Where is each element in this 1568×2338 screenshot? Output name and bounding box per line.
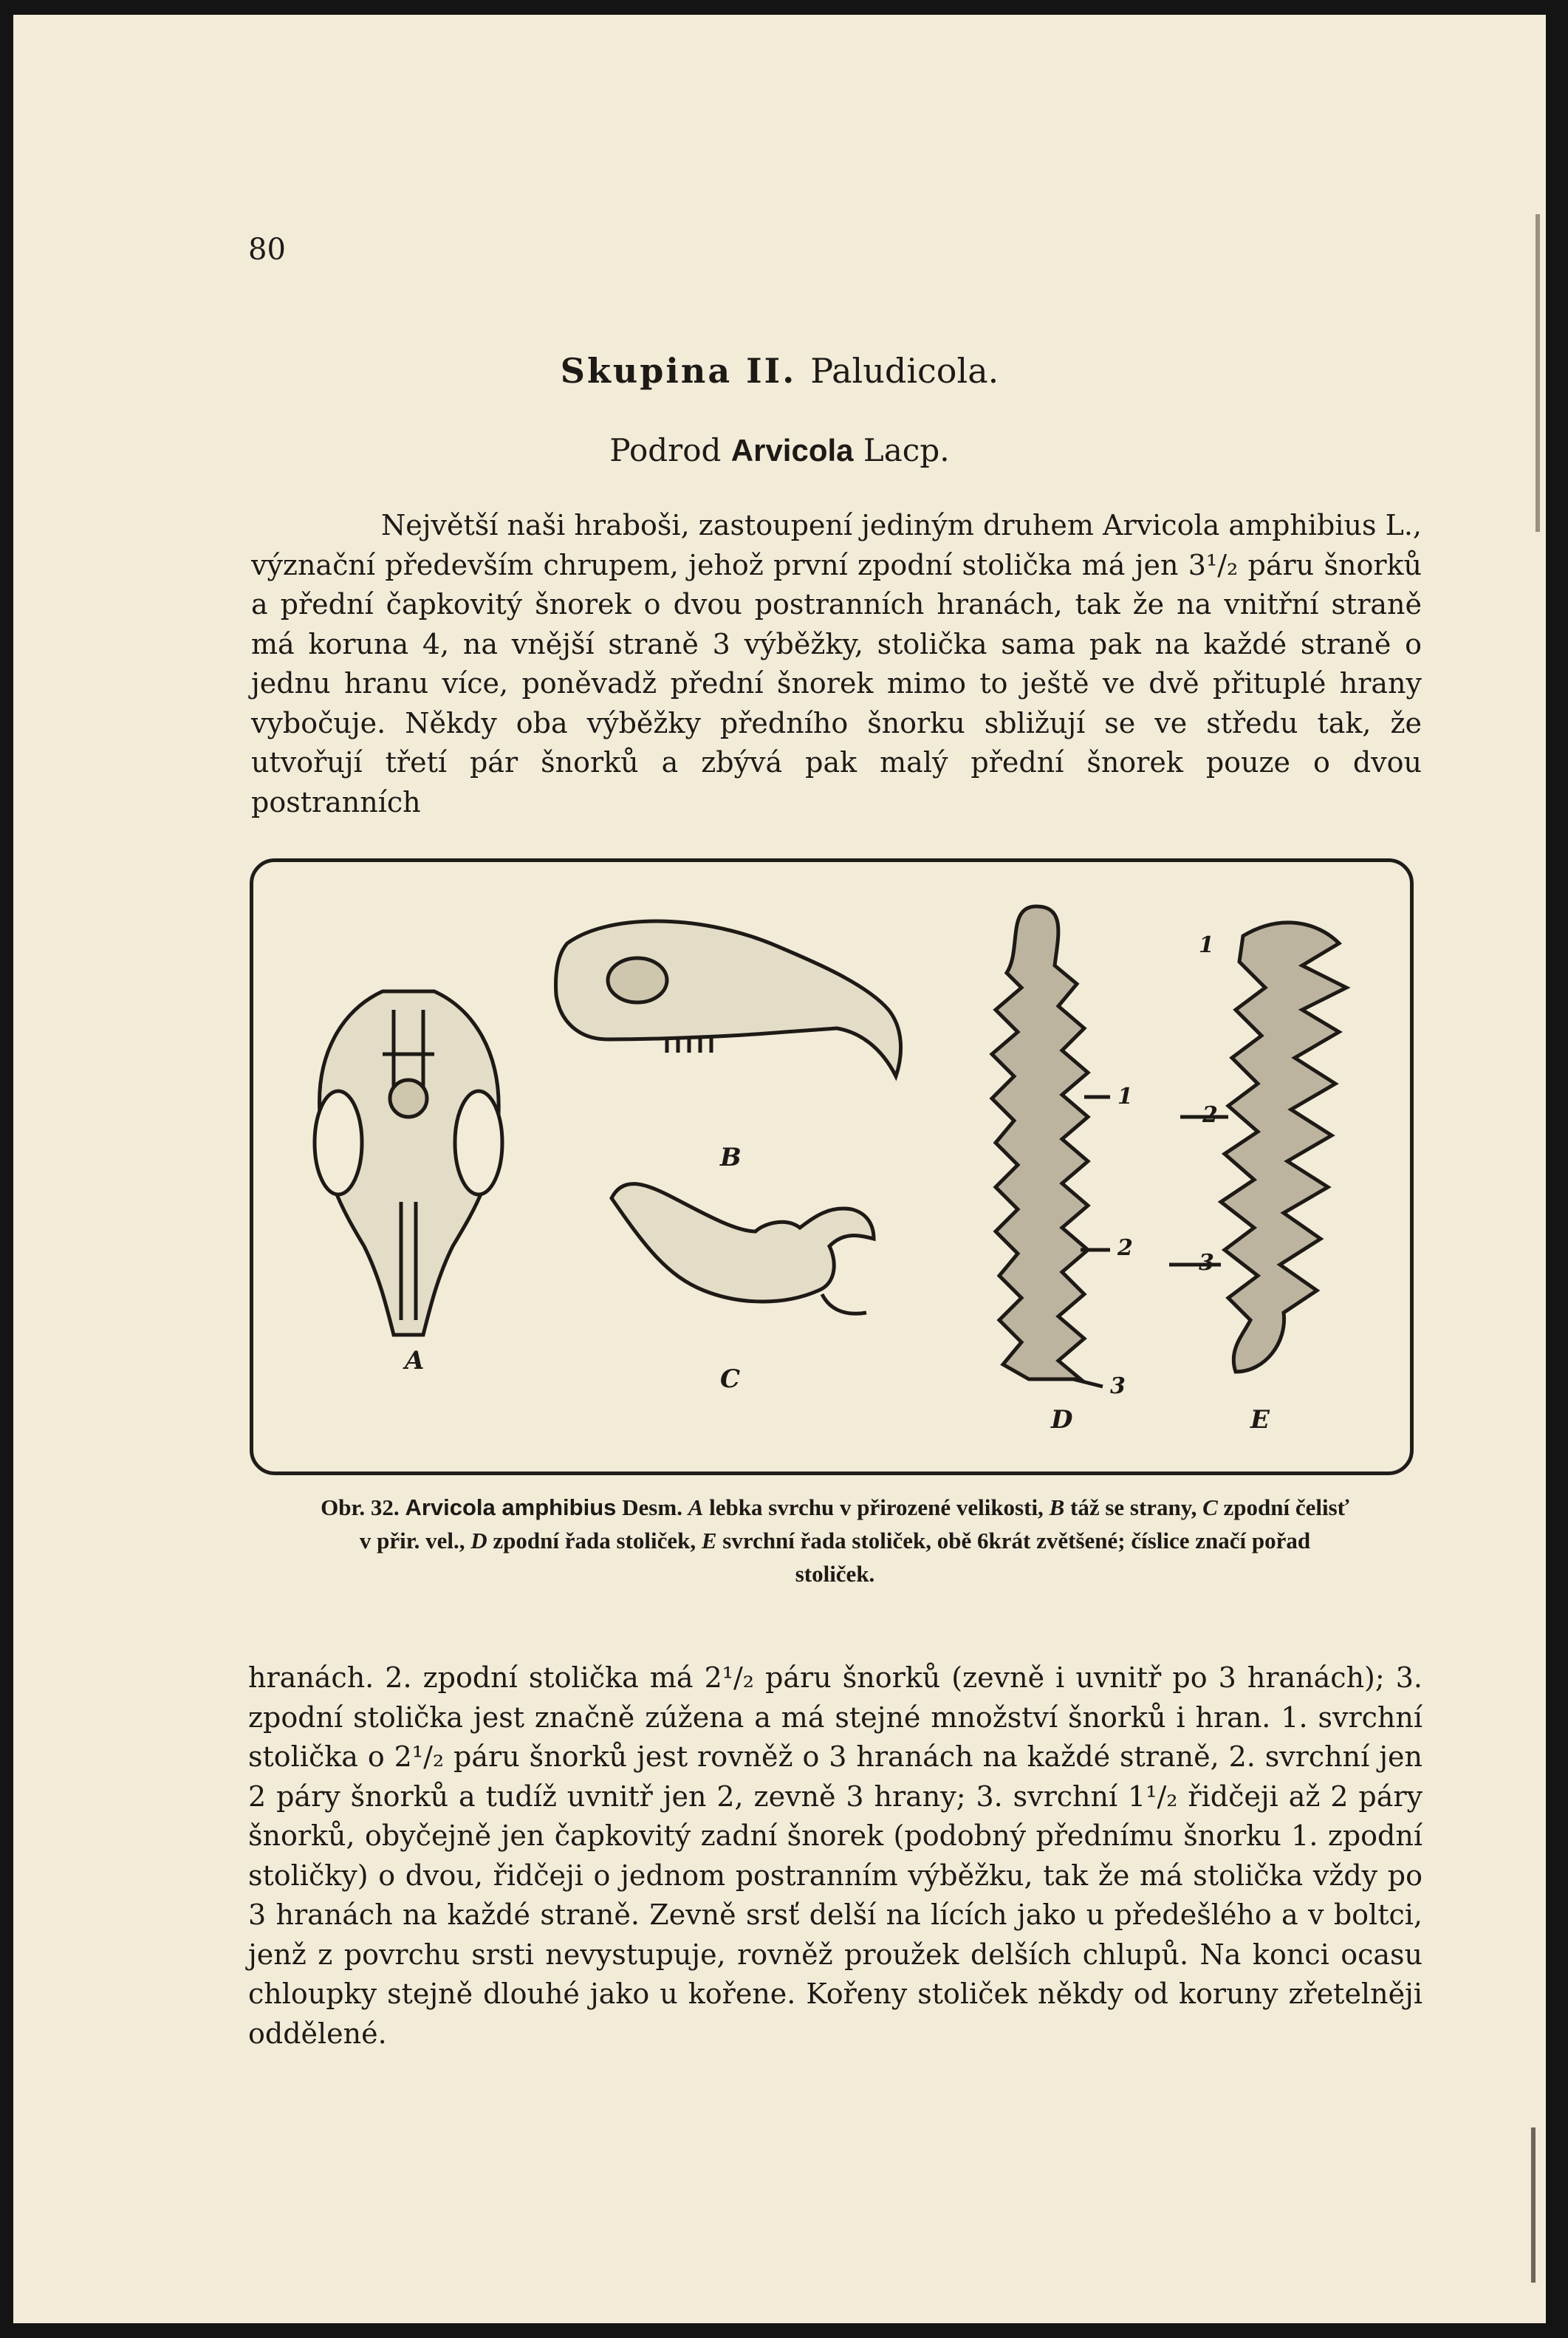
caption-text-b: táž se strany, xyxy=(1070,1494,1197,1520)
caption-letter-c: C xyxy=(1202,1494,1218,1520)
section-group-label: Skupina II. xyxy=(560,351,797,391)
lower-molar-row-drawing xyxy=(992,906,1110,1387)
caption-letter-e: E xyxy=(701,1528,717,1553)
figure-illustration xyxy=(253,862,1410,1471)
section-group-name: Paludicola. xyxy=(810,351,999,391)
figure-label-d: D xyxy=(1051,1405,1073,1435)
caption-species: Arvicola amphibius xyxy=(405,1494,617,1520)
caption-letter-b: B xyxy=(1049,1494,1065,1520)
caption-text-c: zpodní čelisť v přir. vel., xyxy=(359,1494,1349,1553)
page-edge-shadow-lower xyxy=(1531,2127,1536,2283)
upper-molar-row-drawing xyxy=(1169,923,1346,1372)
subgenus-heading xyxy=(13,432,1546,468)
figure-label-c: C xyxy=(720,1364,741,1394)
lower-jaw-drawing xyxy=(612,1184,874,1314)
upper-tooth-number-1: 1 xyxy=(1199,932,1214,958)
subgenus-prefix: Podrod xyxy=(609,432,722,468)
body-paragraph-1: Největší naši hraboši, zastoupení jediným druhem Arvicola amphibius L., význační především chrupem, jehož první zpodní stolička má jen 3¹/₂ páru šnorků a přední čapkovitý šnorek o dvou postranních hranách, tak že na vnitřní straně má koruna 4, na vnější straně 3 výběžky, stolička sama pak na každé straně o jednu hranu více, poněvadž přední šnorek mimo to ještě ve dvě přituplé hrany vybočuje. Někdy oba výběžky předního šnorku sbližují se ve středu tak, že utvořují třetí pár šnorků a zbývá pak malý přední šnorek pouze o dvou postranních xyxy=(251,509,1422,818)
page-number: 80 xyxy=(248,233,286,267)
figure-caption xyxy=(320,1491,1350,1590)
lower-tooth-number-2: 2 xyxy=(1117,1235,1133,1261)
figure-label-a: A xyxy=(405,1346,425,1375)
caption-prefix: Obr. 32. xyxy=(321,1494,400,1520)
caption-text-e: svrchní řada stoliček, obě 6krát zvětšené; číslice značí pořad stoliček. xyxy=(722,1528,1311,1587)
upper-tooth-number-2: 2 xyxy=(1202,1102,1218,1128)
lower-tooth-number-1: 1 xyxy=(1117,1084,1133,1110)
lower-tooth-number-3: 3 xyxy=(1110,1373,1126,1399)
caption-letter-a: A xyxy=(688,1494,704,1520)
body-paragraph-2: hranách. 2. zpodní stolička má 2¹/₂ páru šnorků (zevně i uvnitř po 3 hranách); 3. zpodní stolička jest značně zúžena a má stejné množství šnorků i hran. 1. svrchní stolička o 2¹/₂ páru šnorků jest rovněž o 3 hranách na každé straně, 2. svrchní jen 2 páry šnorků a tudíž uvnitř jen 2, zevně 3 hrany; 3. svrchní 1¹/₂ řidčeji až 2 páry šnorků, obyčejně jen čapkovitý zadní šnorek (podobný přednímu šnorku 1. zpodní stoličky) o dvou, řidčeji o jednom postranním výběžku, tak že má stolička vždy po 3 hranách na každé straně. Zevně srsť delší na lících jako u předešlého a v boltci, jenž z povrchu srsti nevystupuje, rovněž proužek delších chlupů. Na konci ocasu chloupky stejně dlouhé jako u kořene. Kořeny stoliček někdy od koruny zřetelněji oddělené. xyxy=(248,1661,1423,2050)
subgenus-author: Lacp. xyxy=(863,432,950,468)
figure-label-b: B xyxy=(720,1143,742,1172)
figure-label-e: E xyxy=(1250,1405,1270,1435)
subgenus-name: Arvicola xyxy=(730,433,854,468)
upper-tooth-number-3: 3 xyxy=(1199,1250,1214,1276)
figure-frame xyxy=(250,858,1414,1475)
caption-text-a: lebka svrchu v přirozené velikosti, xyxy=(709,1494,1044,1520)
skull-top-view-drawing xyxy=(315,991,502,1335)
caption-letter-d: D xyxy=(470,1528,487,1553)
book-page xyxy=(13,15,1546,2323)
caption-text-d: zpodní řada stoliček, xyxy=(493,1528,696,1553)
caption-author: Desm. xyxy=(622,1494,682,1520)
section-heading xyxy=(13,351,1546,391)
skull-side-view-drawing xyxy=(556,921,901,1076)
